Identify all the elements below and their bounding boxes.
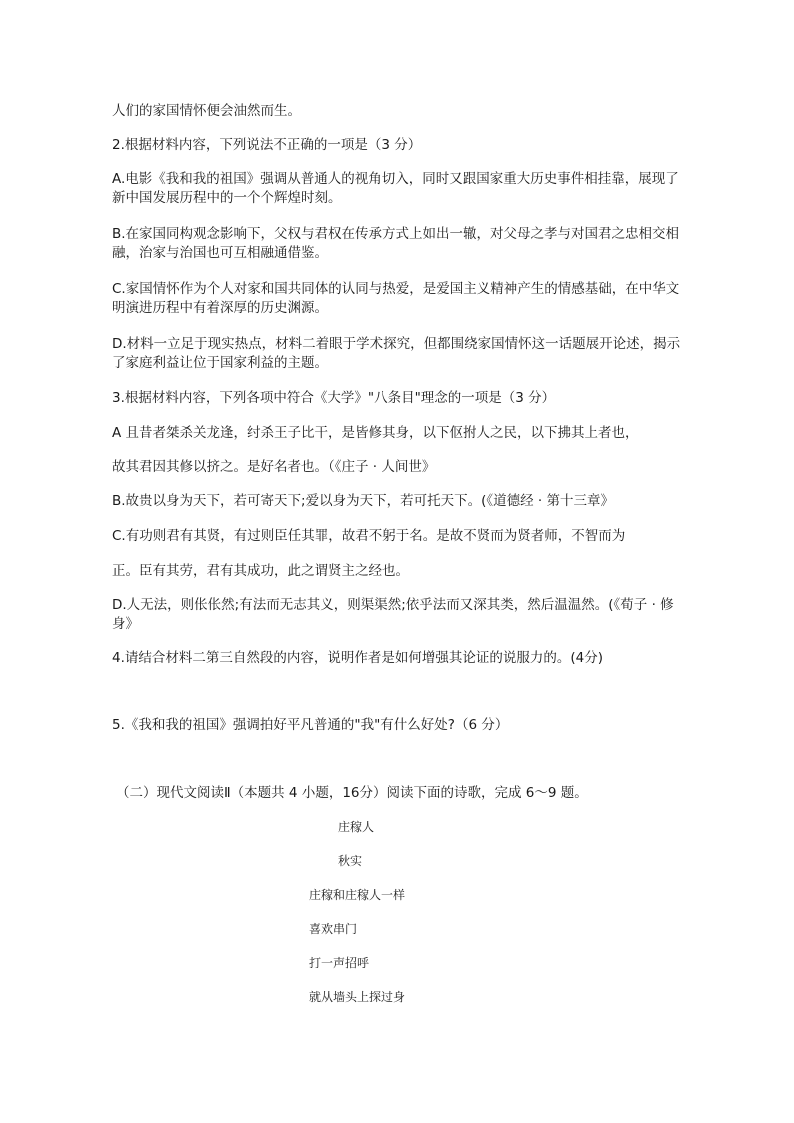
poem-line: 打一声招呼 <box>309 956 370 970</box>
q2-option-a-line2: 新中国发展历程中的一个个辉煌时刻。 <box>112 190 342 206</box>
poem-line: 喜欢串门 <box>309 922 358 936</box>
q2-option-b-line1: B.在家国同构观念影响下，父权与君权在传承方式上如出一辙，对父母之孝与对国君之忠相交相 <box>112 226 680 242</box>
q2-option-a-line1: A.电影《我和我的祖国》强调从普通人的视角切入，同时又跟国家重大历史事件相挂靠，展现了 <box>112 171 679 187</box>
q3-option-a-line1: A 且昔者桀杀关龙逢，纣杀王子比干，是皆修其身，以下伛拊人之民，以下拂其上者也， <box>112 425 639 441</box>
q2-option-c-line1: C.家国情怀作为个人对家和国共同体的认同与热爱，是爱国主义精神产生的情感基础，在中华文 <box>112 281 680 297</box>
q2-option-c-line2: 明演进历程中有着深厚的历史渊源。 <box>112 300 328 316</box>
q3-option-d-line2: 身》 <box>112 616 139 632</box>
q4-question: 4.请结合材料二第三自然段的内容，说明作者是如何增强其论证的说服力的。(4分) <box>112 650 604 666</box>
q3-option-d-line1: D.人无法，则伥伥然;有法而无志其义，则渠渠然;依乎法而又深其类，然后温温然。(《荀子 · 修 <box>112 597 674 613</box>
q3-option-b: B.故贵以身为天下，若可寄天下;爱以身为天下，若可托天下。(《道德经 · 第十三章》 <box>112 493 614 509</box>
poem-line: 庄稼和庄稼人一样 <box>309 888 406 902</box>
q3-option-a-line2: 故其君因其修以挤之。是好名者也。（《庄子 · 人间世》 <box>112 459 436 475</box>
q2-option-d-line1: D.材料一立足于现实热点，材料二着眼于学术探究，但都围绕家国情怀这一话题展开论述，揭示 <box>112 336 681 352</box>
q5-question: 5.《我和我的祖国》强调拍好平凡普通的"我"有什么好处?（6 分） <box>112 717 509 733</box>
q2-option-b-line2: 融，治家与治国也可互相融通借鉴。 <box>112 245 328 261</box>
poem-author: 秋实 <box>338 854 363 868</box>
poem-title: 庄稼人 <box>338 820 375 834</box>
q3-option-c-line1: C.有功则君有其贤，有过则臣任其罪，故君不躬于名。是故不贤而为贤者师，不智而为 <box>112 528 626 544</box>
q2-option-d-line2: 了家庭利益让位于国家利益的主题。 <box>112 355 328 371</box>
q2-stem: 2.根据材料内容，下列说法不正确的一项是（3 分） <box>112 137 422 153</box>
poem-line: 就从墙头上探过身 <box>309 990 406 1004</box>
intro-tail: 人们的家国情怀便会油然而生。 <box>112 103 301 119</box>
q3-option-c-line2: 正。臣有其劳，君有其成功，此之谓贤主之经也。 <box>112 563 409 579</box>
section-heading: （二）现代文阅读Ⅱ（本题共 4 小题，16分）阅读下面的诗歌，完成 6～9 题。 <box>116 785 588 801</box>
q3-stem: 3.根据材料内容，下列各项中符合《大学》"八条目"理念的一项是（3 分） <box>112 390 556 406</box>
